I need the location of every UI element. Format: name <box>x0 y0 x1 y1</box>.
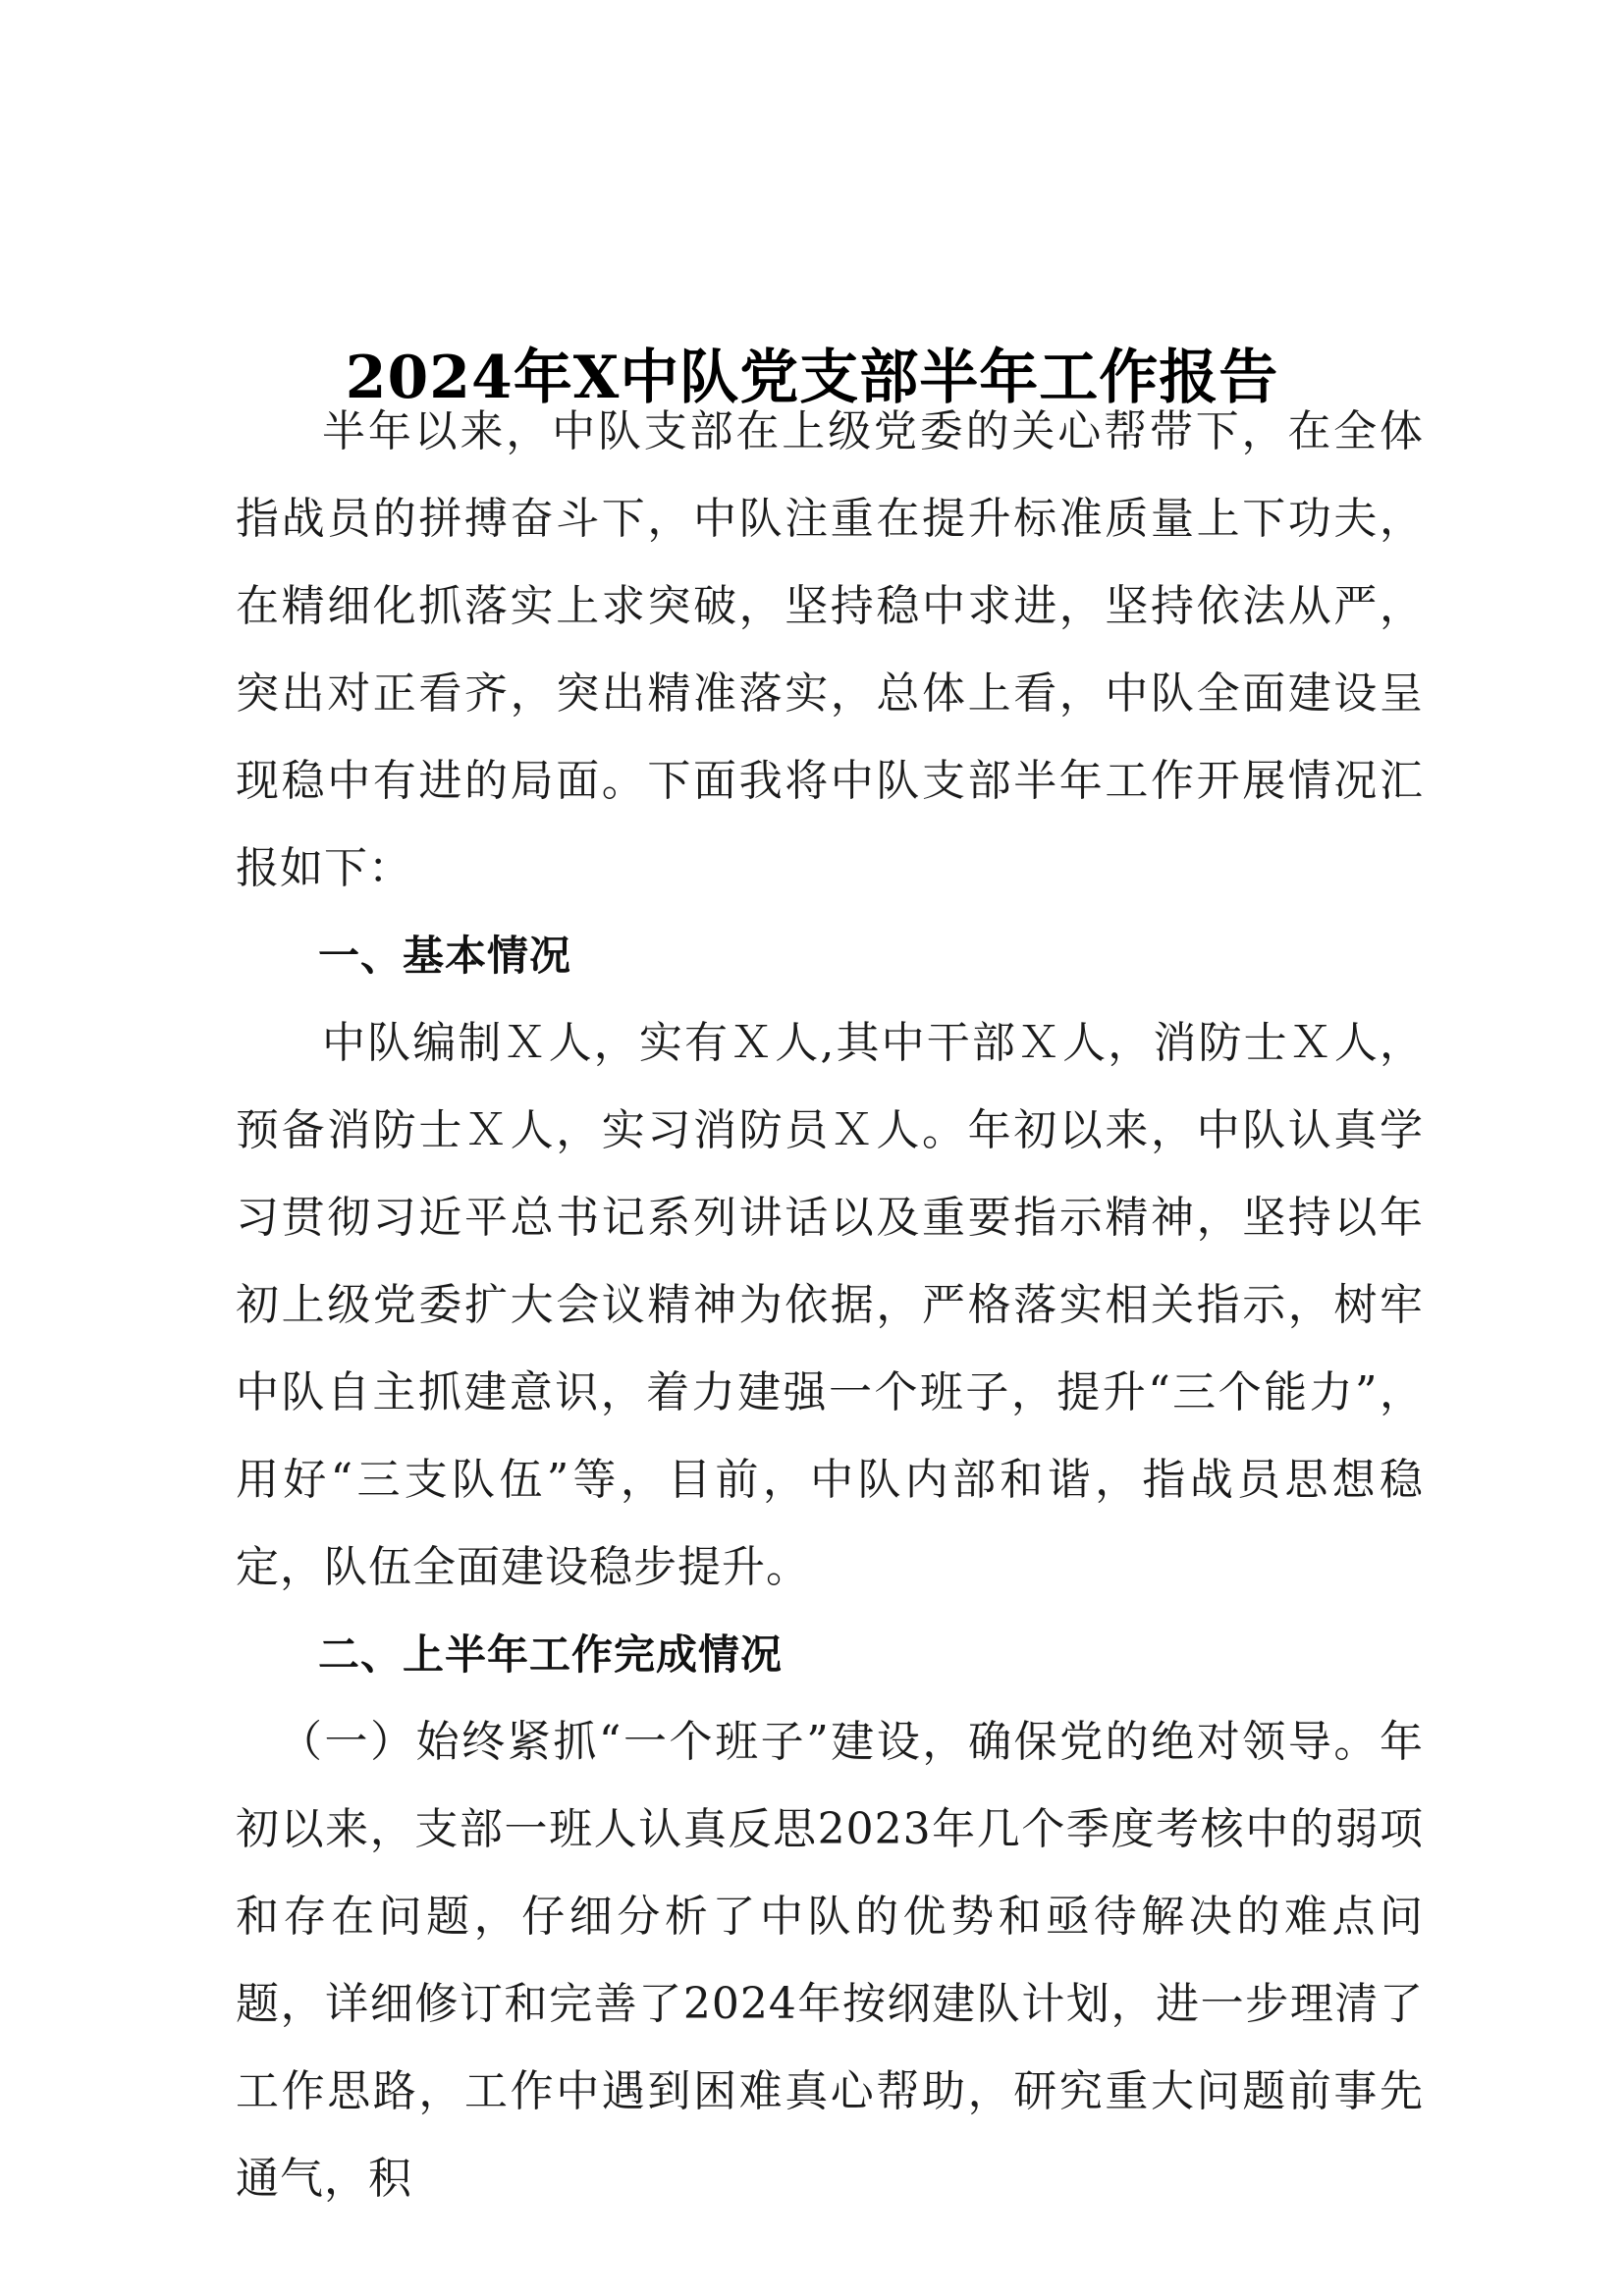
section-heading-basic-situation: 一、基本情况 <box>318 932 572 980</box>
section-heading-work-completion: 二、上半年工作完成情况 <box>318 1630 784 1679</box>
document-body <box>236 388 1424 2222</box>
intro-paragraph: 半年以来，中队支部在上级党委的关心帮带下，在全体指战员的拼搏奋斗下，中队注重在提升标准质量上下功夫，在精细化抓落实上求突破，坚持稳中求进，坚持依法从严，突出对正看齐，突出精准落实，总体上看，中队全面建设呈现稳中有进的局面。下面我将中队支部半年工作开展情况汇报如下： <box>236 406 1424 893</box>
page-title: 2024年X中队党支部半年工作报告 <box>345 344 1279 413</box>
work-completion-paragraph: （一）始终紧抓“一个班子”建设，确保党的绝对领导。年初以来，支部一班人认真反思2023年几个季度考核中的弱项和存在问题，仔细分析了中队的优势和亟待解决的难点问题，详细修订和完善了2024年按纲建队计划，进一步理清了工作思路，工作中遇到困难真心帮助，研究重大问题前事先通气，积 <box>236 1717 1424 2204</box>
basic-situation-paragraph: 中队编制Ｘ人，实有Ｘ人,其中干部Ｘ人，消防士Ｘ人，预备消防士Ｘ人，实习消防员Ｘ人。年初以来，中队认真学习贯彻习近平总书记系列讲话以及重要指示精神，坚持以年初上级党委扩大会议精神为依据，严格落实相关指示，树牢中队自主抓建意识，着力建强一个班子，提升“三个能力”，用好“三支队伍”等，目前，中队内部和谐，指战员思想稳定，队伍全面建设稳步提升。 <box>236 1018 1424 1592</box>
